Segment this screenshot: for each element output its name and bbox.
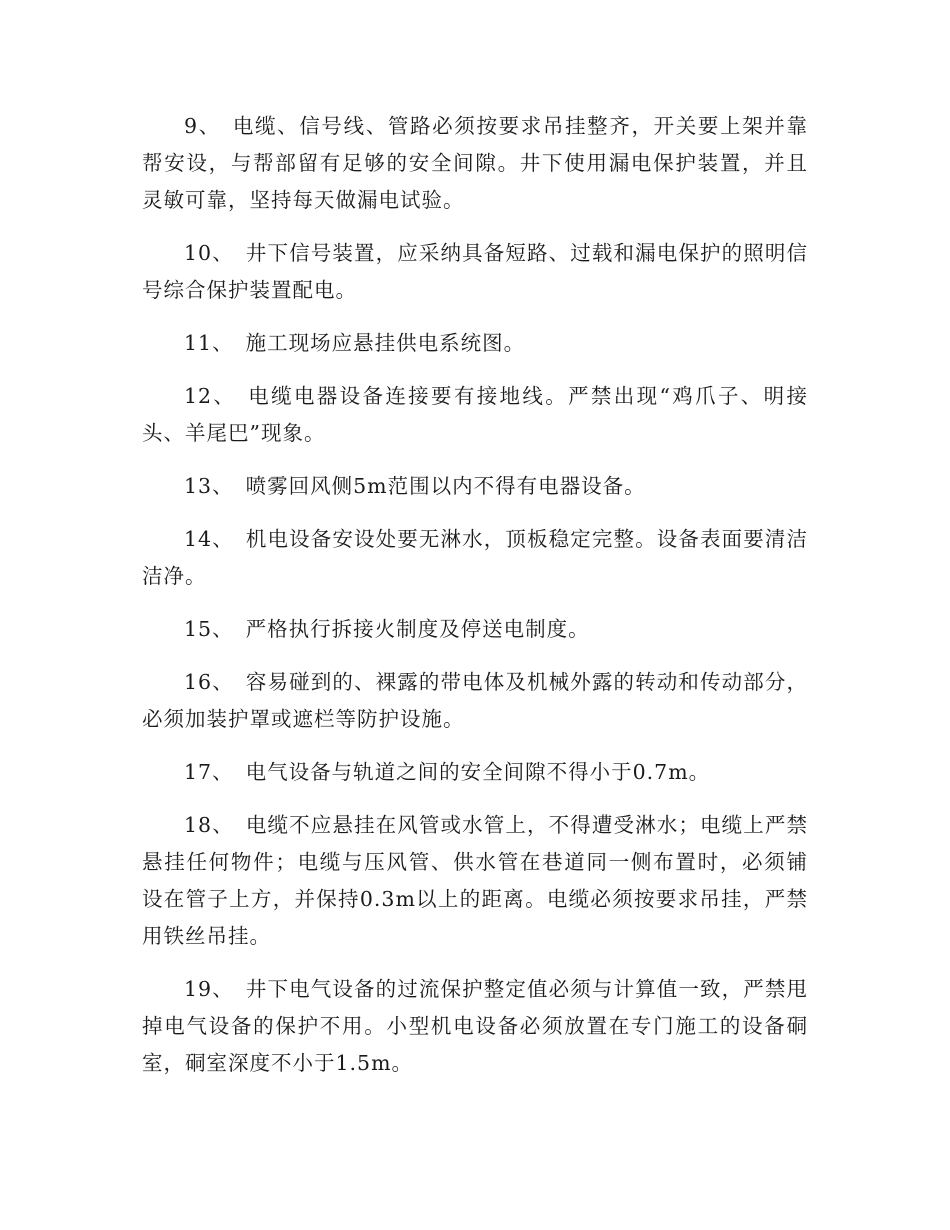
item-text: 容易碰到的、裸露的带电体及机械外露的转动和传动部分，必须加装护罩或遮栏等防护设施。 — [142, 670, 808, 731]
item-text: 机电设备安设处要无淋水，顶板稳定完整。设备表面要清洁洁净。 — [142, 527, 808, 588]
list-item-9 — [142, 108, 808, 219]
item-number: 9、 — [184, 114, 221, 138]
list-item-18 — [142, 807, 808, 955]
item-text: 电缆、信号线、管路必须按要求吊挂整齐，开关要上架并靠帮安设，与帮部留有足够的安全间隙。井下使用漏电保护装置，并且灵敏可靠，坚持每天做漏电试验。 — [142, 114, 809, 212]
list-item-19 — [142, 971, 808, 1082]
item-number: 10、 — [184, 241, 234, 265]
item-text: 电缆不应悬挂在风管或水管上，不得遭受淋水；电缆上严禁悬挂任何物件；电缆与压风管、供水管在巷道同一侧布置时，必须铺设在管子上方，并保持0.3m以上的距离。电缆必须按要求吊挂，严禁用铁丝吊挂。 — [142, 813, 808, 948]
list-item-16 — [142, 664, 808, 738]
item-text: 电气设备与轨道之间的安全间隙不得小于0.7m。 — [245, 760, 711, 784]
item-text: 电缆电器设备连接要有接地线。严禁出现“鸡爪子、明接头、羊尾巴”现象。 — [142, 384, 808, 445]
item-number: 19、 — [184, 977, 234, 1001]
list-item-10 — [142, 235, 808, 309]
item-text: 井下信号装置，应采纳具备短路、过载和漏电保护的照明信号综合保护装置配电。 — [142, 241, 808, 302]
list-item-15 — [142, 611, 808, 648]
item-number: 11、 — [184, 331, 234, 355]
item-text: 喷雾回风侧5m范围以内不得有电器设备。 — [245, 474, 646, 498]
list-item-12 — [142, 378, 808, 452]
item-number: 17、 — [184, 760, 234, 784]
list-item-13 — [142, 468, 808, 505]
list-item-11 — [142, 325, 808, 362]
item-number: 13、 — [184, 474, 234, 498]
item-number: 16、 — [184, 670, 234, 694]
item-text: 严格执行拆接火制度及停送电制度。 — [245, 617, 590, 641]
item-number: 18、 — [184, 813, 234, 837]
list-item-17 — [142, 754, 808, 791]
item-number: 14、 — [184, 527, 234, 551]
list-item-14 — [142, 521, 808, 595]
item-text: 井下电气设备的过流保护整定值必须与计算值一致，严禁甩掉电气设备的保护不用。小型机电设备必须放置在专门施工的设备硐室，硐室深度不小于1.5m。 — [142, 977, 808, 1075]
item-number: 12、 — [184, 384, 237, 408]
item-text: 施工现场应悬挂供电系统图。 — [245, 331, 526, 355]
document-body — [142, 108, 808, 1098]
item-number: 15、 — [184, 617, 234, 641]
